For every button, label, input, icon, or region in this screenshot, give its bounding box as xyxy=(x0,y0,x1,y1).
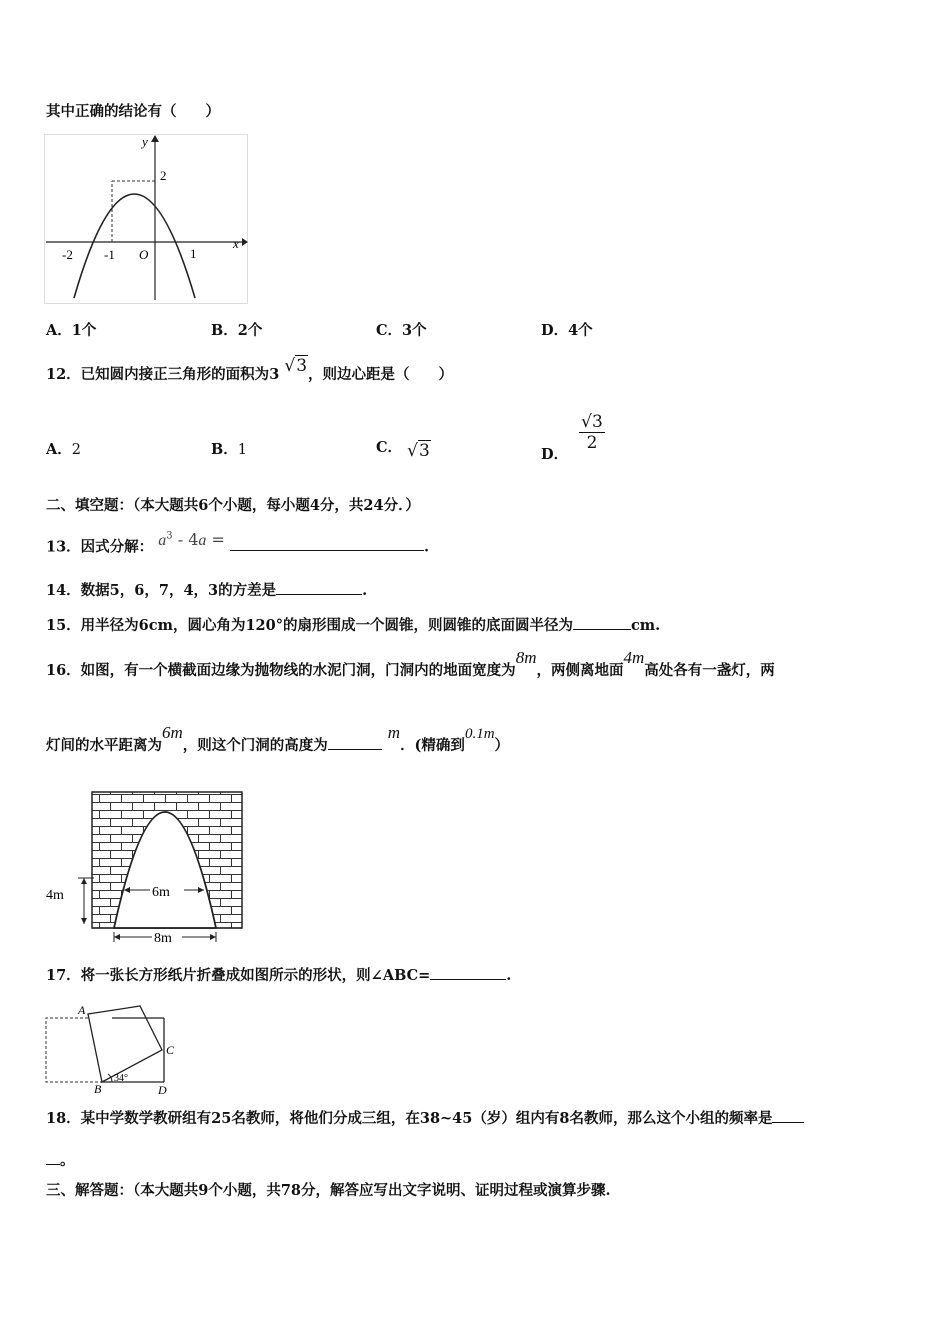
q15: 15．用半径为6cm，圆心角为120°的扇形围成一个圆锥，则圆锥的底面圆半径为 cm. xyxy=(46,617,661,634)
q11-option-b: B．2个 xyxy=(211,322,263,339)
fold-label-d: D xyxy=(158,1083,167,1094)
q11-option-d: D．4个 xyxy=(541,322,593,339)
q14: 14．数据5，6，7，4，3的方差是 . xyxy=(46,582,368,599)
arch-h-label: 4m xyxy=(46,888,64,903)
q14-answer-blank[interactable] xyxy=(276,580,362,595)
q11-stem: 其中正确的结论有（ ） xyxy=(46,103,220,120)
q18-line1: 18．某中学数学教研组有25名教师，将他们分成三组，在38~45（岁）组内有8名教师，那么这个小组的频率是 xyxy=(46,1108,804,1129)
section-2-title: 二、填空题：（本大题共6个小题，每小题4分，共24分．） xyxy=(46,497,420,514)
q18-line2: 。 xyxy=(46,1150,75,1171)
q16-answer-blank[interactable] xyxy=(328,735,382,750)
q12-stem: 12．已知圆内接正三角形的面积为3 √3，则边心距是（ ） xyxy=(46,356,454,383)
graph-tick-m1: -1 xyxy=(104,247,115,262)
arch-figure xyxy=(44,786,248,946)
q18-answer-blank[interactable] xyxy=(772,1108,804,1123)
graph-tick-m2: -2 xyxy=(62,247,73,262)
graph-origin: O xyxy=(139,247,149,262)
arch-d-label: 6m xyxy=(152,885,170,900)
fold-label-c: C xyxy=(166,1043,175,1057)
graph-tick-1: 1 xyxy=(190,246,197,261)
graph-y-label: y xyxy=(142,134,148,149)
fold-label-a: A xyxy=(78,1003,86,1017)
graph-x-label: x xyxy=(233,236,239,251)
q13: 13．因式分解： $a^3 - 4a$ = . xyxy=(46,530,430,556)
fold-label-b: B xyxy=(94,1082,102,1094)
q16-line2: 灯间的水平距离为6m，则这个门洞的高度为m．(精确到0.1m） xyxy=(46,723,510,754)
fold-angle-label: 34° xyxy=(114,1073,128,1084)
q12-option-d: D． $\frac{√3}{2}$ xyxy=(541,412,603,463)
graph-label-2: 2 xyxy=(160,168,167,183)
q12-option-a: A．2 xyxy=(46,441,81,458)
q17: 17．将一张长方形纸片折叠成如图所示的形状，则∠ABC= . xyxy=(46,967,512,984)
q16-line1: 16．如图，有一个横截面边缘为抛物线的水泥门洞，门洞内的地面宽度为8m，两侧离地面4m高处各有一盏灯，两 xyxy=(46,648,775,679)
parabola-graph xyxy=(44,134,248,304)
section-3-title: 三、解答题：（本大题共9个小题，共78分，解答应写出文字说明、证明过程或演算步骤. xyxy=(46,1182,611,1199)
q12-option-c: C． √3 xyxy=(376,439,430,461)
folded-paper-figure xyxy=(44,1002,184,1094)
q17-answer-blank[interactable] xyxy=(430,965,506,980)
q15-answer-blank[interactable] xyxy=(573,615,631,630)
arch-w-label: 8m xyxy=(154,931,172,946)
q13-answer-blank[interactable] xyxy=(230,536,424,551)
q12-option-b: B．1 xyxy=(211,441,247,458)
q11-option-a: A．1个 xyxy=(46,322,97,339)
q11-option-c: C．3个 xyxy=(376,322,427,339)
